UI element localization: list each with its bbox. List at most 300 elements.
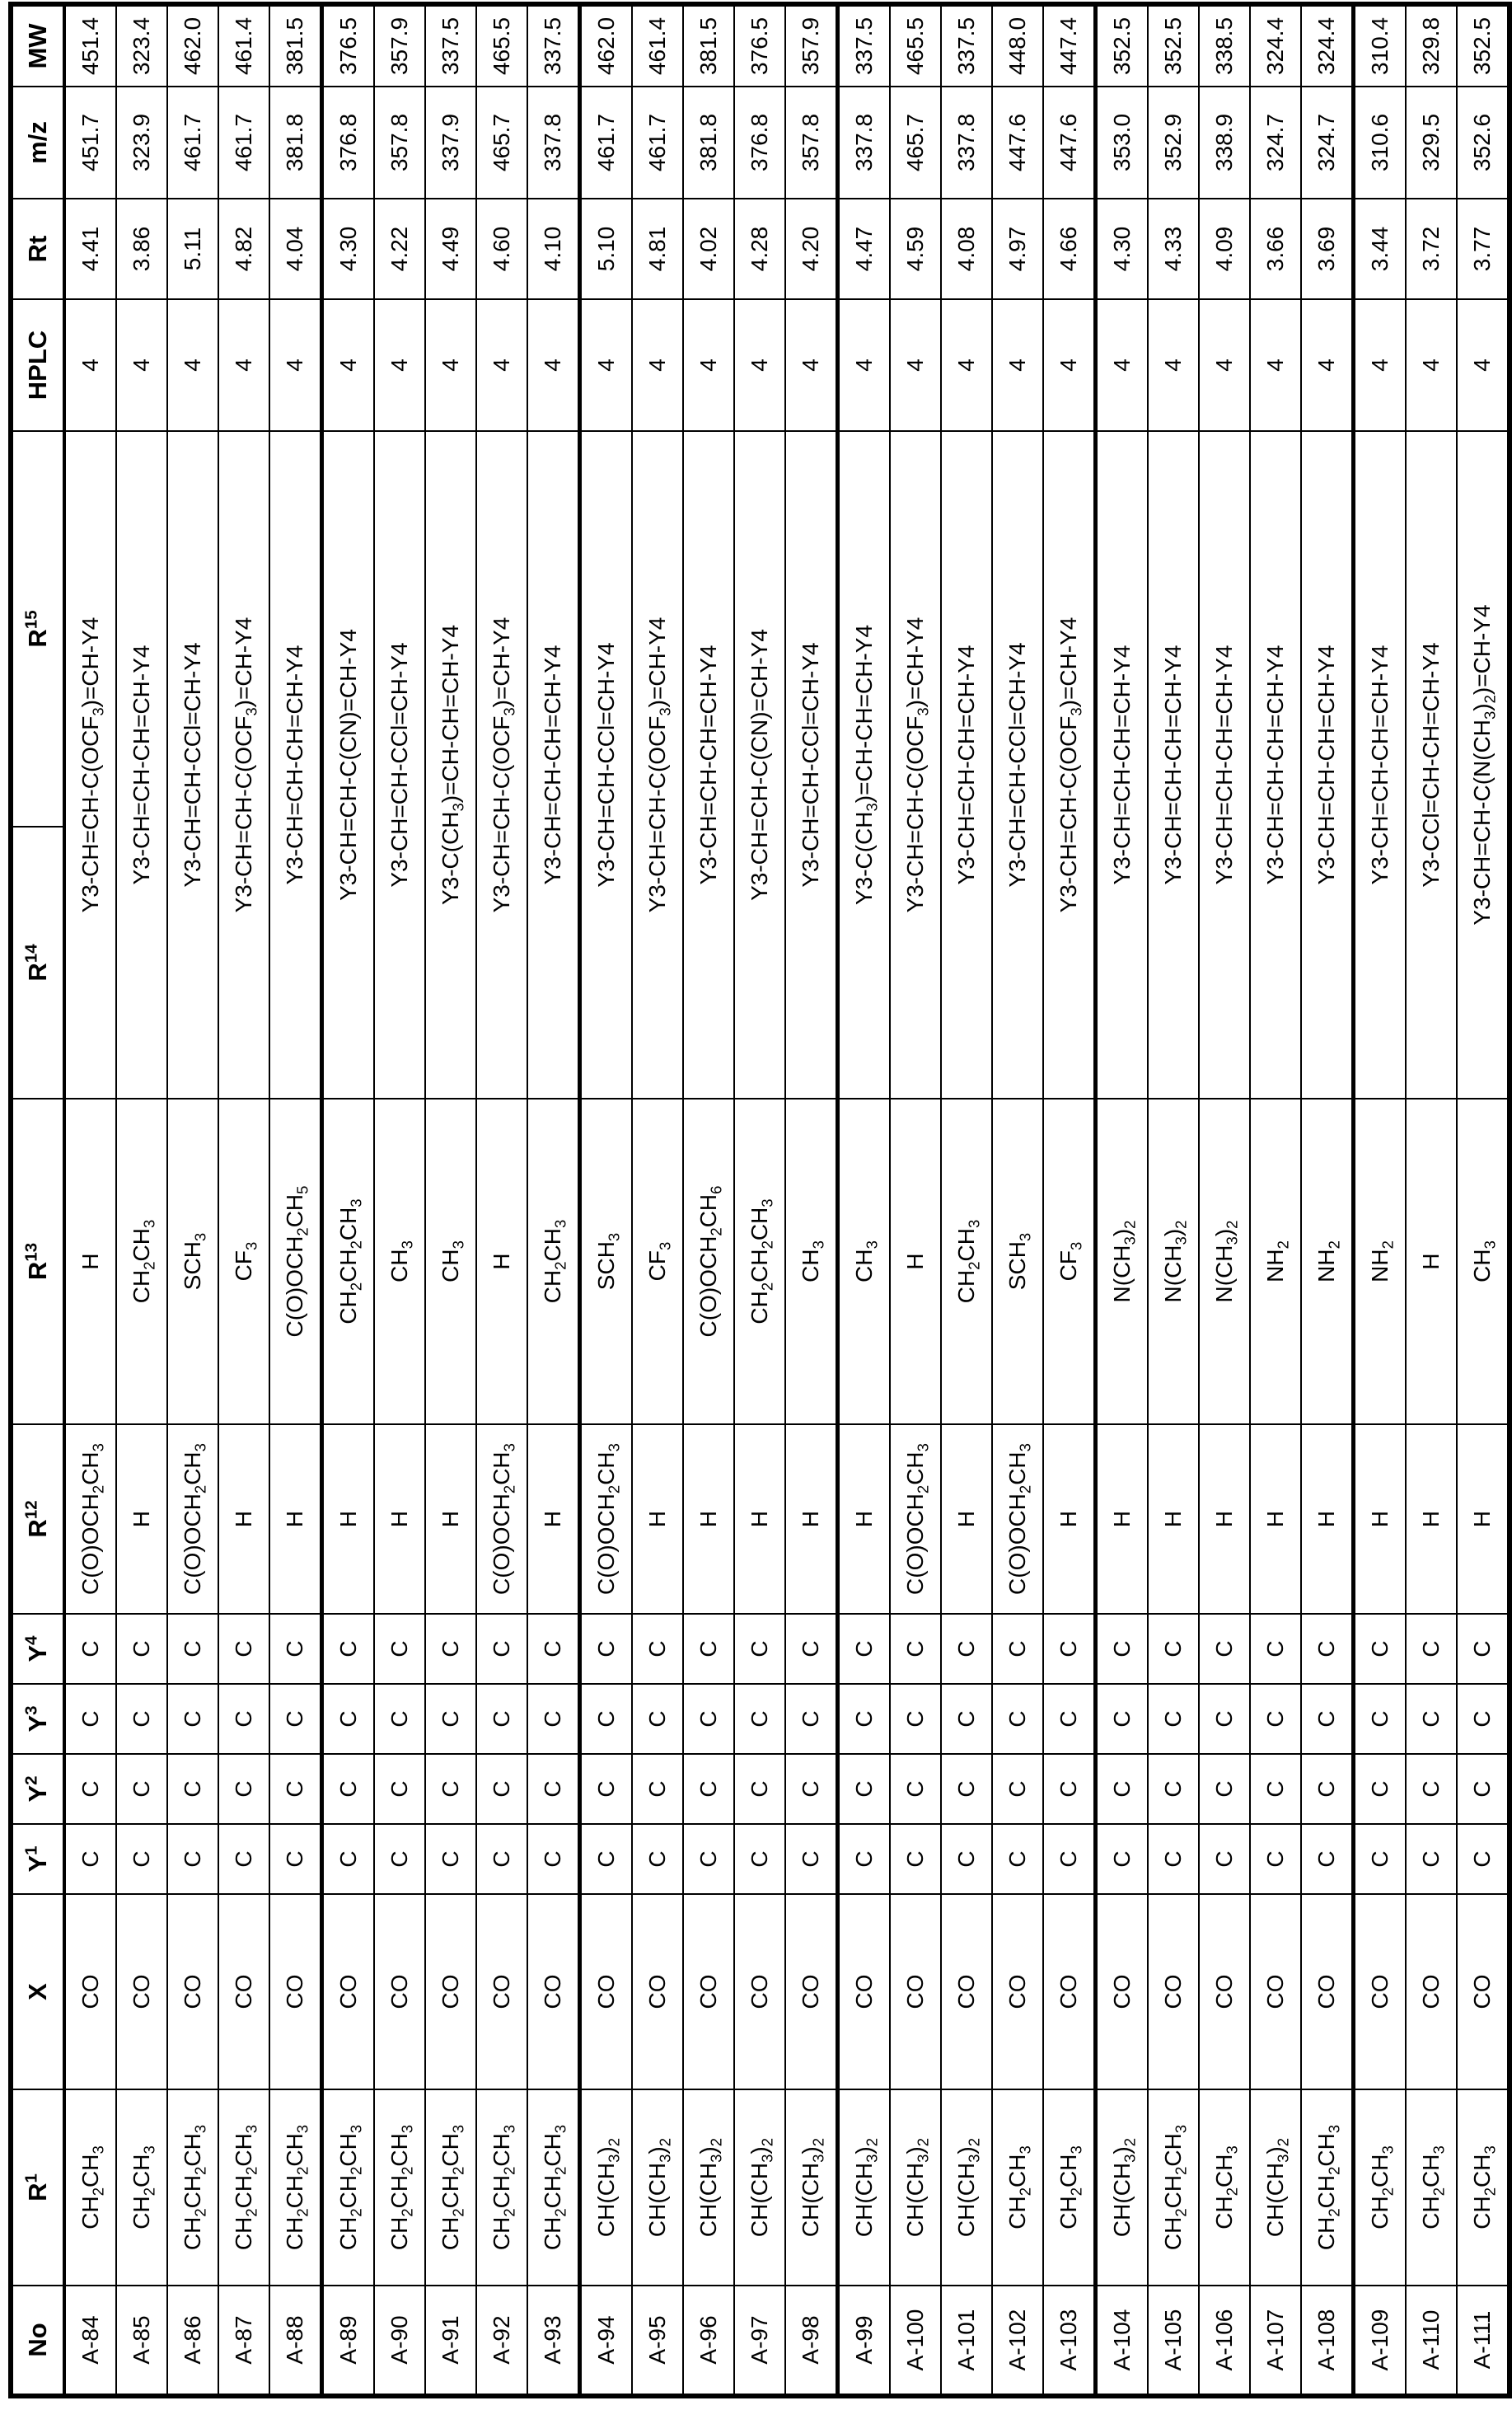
compound-no: A-104 [1096,2286,1149,2396]
compound-no: A-88 [269,2286,322,2396]
col-header-mz: m/z [11,87,64,199]
rt-value: 4.49 [425,199,476,299]
mw-value: 352.5 [1096,4,1149,87]
r12-value: $C(O)OCH_2CH_3$ [64,1424,116,1614]
r12-value: H [218,1424,269,1614]
r14-r15-value: Y3-CH=CH-C(CN)=CH-Y4 [322,431,375,1099]
y4-value: C [374,1614,425,1684]
r12-value: H [1250,1424,1301,1614]
r14-r15-value: Y3-CH=CH-CH=CH-Y4 [116,431,167,1099]
mw-value: 337.5 [941,4,992,87]
y4-value: C [1096,1614,1149,1684]
y4-value: C [632,1614,683,1684]
y4-value: C [116,1614,167,1684]
r12-value: H [269,1424,322,1614]
hplc-value: 4 [167,299,218,431]
hplc-value: 4 [116,299,167,431]
hplc-value: 4 [785,299,838,431]
r13-value: H [1406,1099,1457,1424]
r14-r15-value: Y3-CH=CH-CH=CH-Y4 [1096,431,1149,1099]
y3-value: C [1199,1684,1250,1754]
r14-r15-value: Y3-CH=CH-CH=CH-Y4 [1354,431,1407,1099]
rt-value: 3.86 [116,199,167,299]
y3-value: C [374,1684,425,1754]
y1-value: C [734,1824,785,1894]
x-value: CO [218,1894,269,2089]
r12-value: H [374,1424,425,1614]
y4-value: C [218,1614,269,1684]
hplc-value: 4 [1199,299,1250,431]
y1-value: C [476,1824,527,1894]
r12-value: H [1457,1424,1510,1614]
rt-value: 5.10 [580,199,633,299]
r1-value: $CH(CH_3)_2$ [632,2089,683,2286]
mz-value: 461.7 [218,87,269,199]
y1-value: C [1301,1824,1354,1894]
mw-value: 324.4 [1301,4,1354,87]
r14-r15-value: $Y3-CH=CH-C(OCF_3)=CH-Y4$ [1043,431,1096,1099]
compound-no: A-87 [218,2286,269,2396]
table-row [838,4,891,2396]
compound-no: A-98 [785,2286,838,2396]
hplc-value: 4 [1457,299,1510,431]
r14-r15-value: Y3-CH=CH-CCl=CH-Y4 [374,431,425,1099]
y1-value: C [785,1824,838,1894]
mz-value: 353.0 [1096,87,1149,199]
r1-value: $CH_2CH_2CH_3$ [269,2089,322,2286]
y4-value: C [734,1614,785,1684]
compound-no: A-84 [64,2286,116,2396]
mw-value: 357.9 [785,4,838,87]
rt-value: 4.81 [632,199,683,299]
r1-value: $CH_2CH_2CH_3$ [322,2089,375,2286]
table-row [1354,4,1407,2396]
r14-r15-value: Y3-CCl=CH-CH=CH-Y4 [1406,431,1457,1099]
r1-value: $CH_2CH_3$ [116,2089,167,2286]
mz-value: 461.7 [632,87,683,199]
r1-value: $CH_2CH_2CH_3$ [527,2089,580,2286]
r1-value: $CH_2CH_3$ [1457,2089,1510,2286]
y2-value: C [838,1754,891,1824]
r14-r15-value: $Y3-CH=CH-C(OCF_3)=CH-Y4$ [890,431,941,1099]
mw-value: 462.0 [167,4,218,87]
mw-value: 337.5 [838,4,891,87]
x-value: CO [890,1894,941,2089]
y3-value: C [116,1684,167,1754]
x-value: CO [838,1894,891,2089]
mw-value: 357.9 [374,4,425,87]
compound-no: A-93 [527,2286,580,2396]
compound-no: A-94 [580,2286,633,2396]
y2-value: C [941,1754,992,1824]
y4-value: C [785,1614,838,1684]
y3-value: C [632,1684,683,1754]
mz-value: 352.9 [1148,87,1199,199]
y4-value: C [838,1614,891,1684]
y4-value: C [1043,1614,1096,1684]
y1-value: C [527,1824,580,1894]
y1-value: C [64,1824,116,1894]
r14-r15-value: $Y3-CH=CH-C(OCF_3)=CH-Y4$ [476,431,527,1099]
x-value: CO [1199,1894,1250,2089]
hplc-value: 4 [890,299,941,431]
y3-value: C [1354,1684,1407,1754]
x-value: CO [64,1894,116,2089]
table-row [1406,4,1457,2396]
r14-r15-value: Y3-CH=CH-CH=CH-Y4 [1148,431,1199,1099]
y4-value: C [527,1614,580,1684]
x-value: CO [476,1894,527,2089]
mz-value: 324.7 [1250,87,1301,199]
r13-value: $CF_3$ [632,1099,683,1424]
y4-value: C [322,1614,375,1684]
y1-value: C [1096,1824,1149,1894]
y3-value: C [476,1684,527,1754]
x-value: CO [116,1894,167,2089]
rt-value: 4.30 [1096,199,1149,299]
table-body [64,4,1510,2396]
table-row [941,4,992,2396]
r14-r15-value: Y3-CH=CH-CH=CH-Y4 [683,431,734,1099]
hplc-value: 4 [527,299,580,431]
mz-value: 376.8 [322,87,375,199]
mz-value: 465.7 [890,87,941,199]
hplc-value: 4 [941,299,992,431]
y2-value: C [1457,1754,1510,1824]
mz-value: 323.9 [116,87,167,199]
y1-value: C [838,1824,891,1894]
y4-value: C [941,1614,992,1684]
r12-value: $C(O)OCH_2CH_3$ [476,1424,527,1614]
y1-value: C [116,1824,167,1894]
r13-value: $CH_2CH_3$ [941,1099,992,1424]
compound-no: A-85 [116,2286,167,2396]
mw-value: 465.5 [890,4,941,87]
hplc-value: 4 [1301,299,1354,431]
r1-value: $CH(CH_3)_2$ [683,2089,734,2286]
col-header-no: No [11,2286,64,2396]
rt-value: 4.66 [1043,199,1096,299]
r1-value: $CH_2CH_2CH_3$ [218,2089,269,2286]
r12-value: H [683,1424,734,1614]
y2-value: C [992,1754,1043,1824]
r12-value: H [1096,1424,1149,1614]
x-value: CO [785,1894,838,2089]
r14-r15-value: Y3-CH=CH-CH=CH-Y4 [1250,431,1301,1099]
hplc-value: 4 [1406,299,1457,431]
y2-value: C [1406,1754,1457,1824]
r12-value: $C(O)OCH_2CH_3$ [167,1424,218,1614]
compound-no: A-92 [476,2286,527,2396]
compound-no: A-97 [734,2286,785,2396]
r12-value: H [1406,1424,1457,1614]
table-row [890,4,941,2396]
r12-value: H [632,1424,683,1614]
table-row [632,4,683,2396]
table-row [734,4,785,2396]
mw-value: 461.4 [632,4,683,87]
rt-value: 4.82 [218,199,269,299]
x-value: CO [1354,1894,1407,2089]
hplc-value: 4 [476,299,527,431]
y3-value: C [941,1684,992,1754]
y2-value: C [1096,1754,1149,1824]
y4-value: C [425,1614,476,1684]
r12-value: H [1148,1424,1199,1614]
rt-value: 4.97 [992,199,1043,299]
compound-no: A-110 [1406,2286,1457,2396]
y2-value: C [167,1754,218,1824]
hplc-value: 4 [1250,299,1301,431]
r13-value: $N(CH_3)_2$ [1148,1099,1199,1424]
mw-value: 465.5 [476,4,527,87]
y2-value: C [527,1754,580,1824]
r14-r15-value: Y3-CH=CH-CH=CH-Y4 [269,431,322,1099]
r13-value: $NH_2$ [1301,1099,1354,1424]
r13-value: $CH_3$ [838,1099,891,1424]
x-value: CO [941,1894,992,2089]
mz-value: 337.8 [527,87,580,199]
compound-no: A-102 [992,2286,1043,2396]
rt-value: 3.44 [1354,199,1407,299]
r1-value: $CH_2CH_3$ [1043,2089,1096,2286]
y4-value: C [1406,1614,1457,1684]
y4-value: C [1199,1614,1250,1684]
y3-value: C [218,1684,269,1754]
x-value: CO [425,1894,476,2089]
r13-value: $NH_2$ [1354,1099,1407,1424]
mw-value: 451.4 [64,4,116,87]
y2-value: C [116,1754,167,1824]
table-row [116,4,167,2396]
y1-value: C [1354,1824,1407,1894]
compound-no: A-100 [890,2286,941,2396]
y3-value: C [322,1684,375,1754]
r14-r15-value: Y3-CH=CH-CH=CH-Y4 [527,431,580,1099]
table-row [1301,4,1354,2396]
r13-value: $CH_2CH_2CH_3$ [322,1099,375,1424]
y2-value: C [1301,1754,1354,1824]
x-value: CO [1457,1894,1510,2089]
r13-value: $CH_3$ [1457,1099,1510,1424]
rt-value: 4.22 [374,199,425,299]
r13-value: H [64,1099,116,1424]
mw-value: 381.5 [269,4,322,87]
col-header-y3: $Y^3$ [11,1684,64,1754]
r1-value: $CH(CH_3)_2$ [1096,2089,1149,2286]
mw-value: 381.5 [683,4,734,87]
y2-value: C [1354,1754,1407,1824]
mz-value: 352.6 [1457,87,1510,199]
col-header-r14: $R^{14}$ [11,827,64,1099]
col-header-hplc: HPLC [11,299,64,431]
y2-value: C [580,1754,633,1824]
y3-value: C [1406,1684,1457,1754]
y1-value: C [269,1824,322,1894]
table-row [476,4,527,2396]
r12-value: H [116,1424,167,1614]
rt-value: 3.77 [1457,199,1510,299]
y3-value: C [785,1684,838,1754]
compound-no: A-105 [1148,2286,1199,2396]
compound-no: A-107 [1250,2286,1301,2396]
y4-value: C [1250,1614,1301,1684]
y3-value: C [1250,1684,1301,1754]
r1-value: $CH_2CH_3$ [1354,2089,1407,2286]
table-row [785,4,838,2396]
r13-value: $CH_2CH_2CH_3$ [734,1099,785,1424]
x-value: CO [1096,1894,1149,2089]
y2-value: C [1148,1754,1199,1824]
table-row [374,4,425,2396]
compound-no: A-90 [374,2286,425,2396]
rt-value: 4.60 [476,199,527,299]
mz-value: 338.9 [1199,87,1250,199]
mw-value: 352.5 [1148,4,1199,87]
mw-value: 329.8 [1406,4,1457,87]
r13-value: $SCH_3$ [992,1099,1043,1424]
x-value: CO [1406,1894,1457,2089]
r13-value: $N(CH_3)_2$ [1199,1099,1250,1424]
rt-value: 4.28 [734,199,785,299]
rt-value: 4.41 [64,199,116,299]
hplc-value: 4 [218,299,269,431]
compound-no: A-103 [1043,2286,1096,2396]
y3-value: C [683,1684,734,1754]
mz-value: 381.8 [269,87,322,199]
table-row [64,4,116,2396]
y4-value: C [683,1614,734,1684]
y4-value: C [580,1614,633,1684]
r1-value: $CH_2CH_3$ [64,2089,116,2286]
r13-value: $SCH_3$ [580,1099,633,1424]
y3-value: C [64,1684,116,1754]
y1-value: C [374,1824,425,1894]
table-row [1199,4,1250,2396]
col-header-y1: $Y^1$ [11,1824,64,1894]
mz-value: 447.6 [992,87,1043,199]
hplc-value: 4 [992,299,1043,431]
r14-r15-value: $Y3-CH=CH-C(OCF_3)=CH-Y4$ [632,431,683,1099]
y4-value: C [269,1614,322,1684]
r14-r15-value: Y3-CH=CH-CCl=CH-Y4 [167,431,218,1099]
hplc-value: 4 [1148,299,1199,431]
mz-value: 337.8 [941,87,992,199]
mw-value: 461.4 [218,4,269,87]
r13-value: $CH_3$ [374,1099,425,1424]
r1-value: $CH_2CH_2CH_3$ [1148,2089,1199,2286]
hplc-value: 4 [632,299,683,431]
r12-value: H [838,1424,891,1614]
y1-value: C [218,1824,269,1894]
table-row [1043,4,1096,2396]
r14-r15-value: $Y3-C(CH_3)=CH-CH=CH-Y4$ [425,431,476,1099]
hplc-value: 4 [374,299,425,431]
r1-value: $CH_2CH_3$ [1199,2089,1250,2286]
y3-value: C [269,1684,322,1754]
r14-r15-value: Y3-CH=CH-CCl=CH-Y4 [580,431,633,1099]
mz-value: 357.8 [374,87,425,199]
col-header-r12: $R^{12}$ [11,1424,64,1614]
r1-value: $CH_2CH_3$ [992,2089,1043,2286]
y2-value: C [374,1754,425,1824]
r13-value: $CH_2CH_3$ [527,1099,580,1424]
y2-value: C [1043,1754,1096,1824]
table-row [527,4,580,2396]
mz-value: 465.7 [476,87,527,199]
mz-value: 310.6 [1354,87,1407,199]
compound-no: A-111 [1457,2286,1510,2396]
y4-value: C [1148,1614,1199,1684]
y2-value: C [322,1754,375,1824]
mw-value: 337.5 [527,4,580,87]
r1-value: $CH(CH_3)_2$ [785,2089,838,2286]
mw-value: 337.5 [425,4,476,87]
r12-value: H [941,1424,992,1614]
r12-value: H [1043,1424,1096,1614]
x-value: CO [1043,1894,1096,2089]
y1-value: C [632,1824,683,1894]
table-row [322,4,375,2396]
hplc-value: 4 [1096,299,1149,431]
y3-value: C [167,1684,218,1754]
mw-value: 352.5 [1457,4,1510,87]
y1-value: C [580,1824,633,1894]
r12-value: H [322,1424,375,1614]
col-header-y4: $Y^4$ [11,1614,64,1684]
y1-value: C [1199,1824,1250,1894]
hplc-value: 4 [580,299,633,431]
rt-value: 4.59 [890,199,941,299]
r14-r15-value: $Y3-CH=CH-C(OCF_3)=CH-Y4$ [64,431,116,1099]
header-row [11,4,64,2396]
y2-value: C [890,1754,941,1824]
y1-value: C [1457,1824,1510,1894]
y3-value: C [1096,1684,1149,1754]
hplc-value: 4 [425,299,476,431]
rt-value: 4.02 [683,199,734,299]
table-row [218,4,269,2396]
y1-value: C [1406,1824,1457,1894]
y2-value: C [1250,1754,1301,1824]
compound-no: A-106 [1199,2286,1250,2396]
r1-value: $CH_2CH_2CH_3$ [167,2089,218,2286]
table-row [580,4,633,2396]
rt-value: 3.69 [1301,199,1354,299]
y2-value: C [785,1754,838,1824]
y1-value: C [1250,1824,1301,1894]
y1-value: C [992,1824,1043,1894]
r1-value: $CH(CH_3)_2$ [941,2089,992,2286]
y2-value: C [425,1754,476,1824]
rt-value: 5.11 [167,199,218,299]
mz-value: 357.8 [785,87,838,199]
x-value: CO [269,1894,322,2089]
rt-value: 4.10 [527,199,580,299]
y1-value: C [425,1824,476,1894]
mz-value: 329.5 [1406,87,1457,199]
col-header-rt: Rt [11,199,64,299]
r13-value: $N(CH_3)_2$ [1096,1099,1149,1424]
table-row [992,4,1043,2396]
col-header-mw: MW [11,4,64,87]
y1-value: C [322,1824,375,1894]
r12-value: H [1354,1424,1407,1614]
compound-no: A-91 [425,2286,476,2396]
y3-value: C [992,1684,1043,1754]
r1-value: $CH(CH_3)_2$ [838,2089,891,2286]
y2-value: C [1199,1754,1250,1824]
